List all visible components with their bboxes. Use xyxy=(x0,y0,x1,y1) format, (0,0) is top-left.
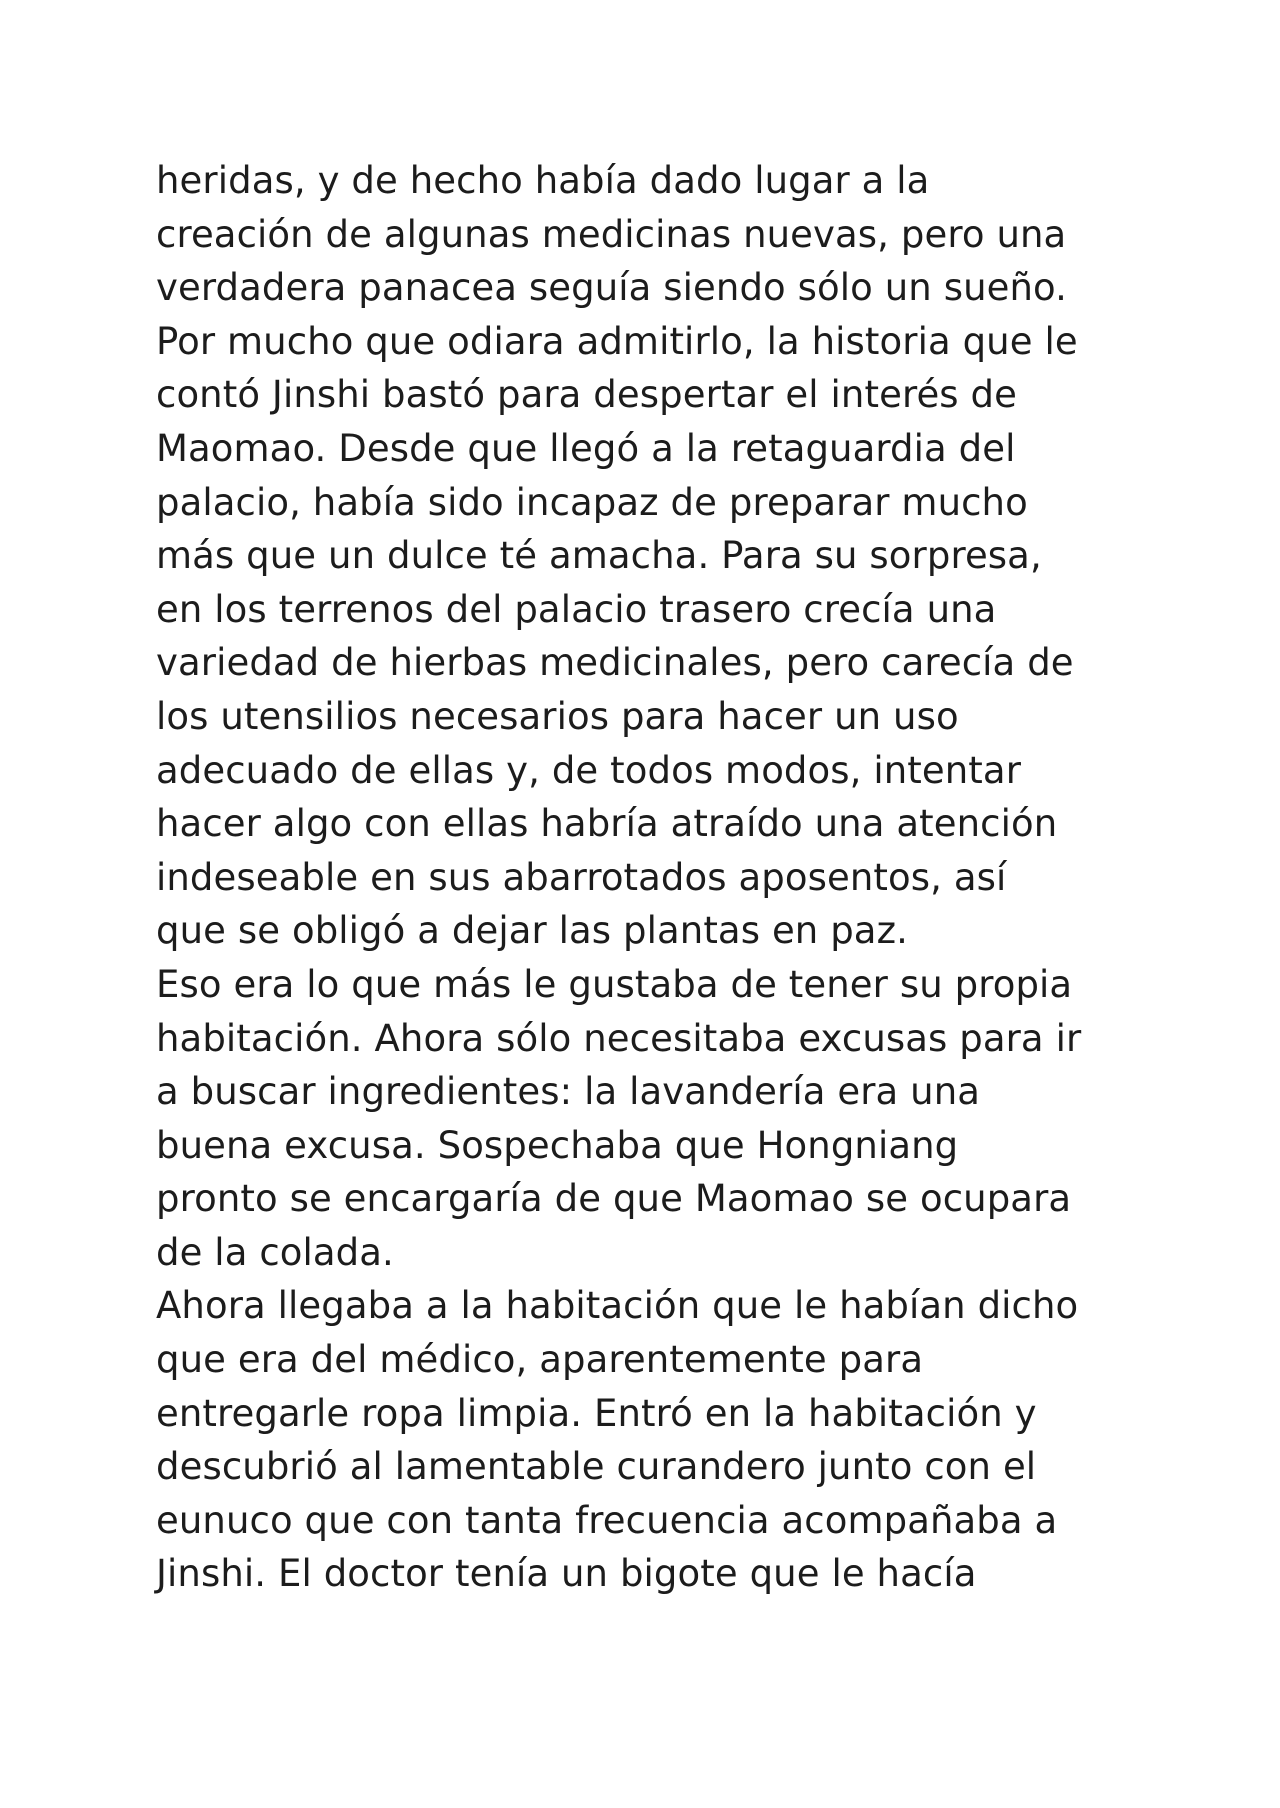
text-line: buena excusa. Sospechaba que Hongniang xyxy=(156,1123,959,1167)
text-line: verdadera panacea seguía siendo sólo un sueño. xyxy=(156,266,1067,310)
text-line: adecuado de ellas y, de todos modos, intentar xyxy=(156,748,1022,792)
text-line: entregarle ropa limpia. Entró en la habitación y xyxy=(156,1391,1037,1435)
text-line: que se obligó a dejar las plantas en paz. xyxy=(156,909,908,953)
text-line: heridas, y de hecho había dado lugar a la xyxy=(156,159,930,202)
text-line: de la colada. xyxy=(156,1230,394,1274)
text-line: palacio, había sido incapaz de preparar mucho xyxy=(156,480,1028,524)
text-line: más que un dulce té amacha. Para su sorpresa, xyxy=(156,534,1042,578)
text-line: los utensilios necesarios para hacer un uso xyxy=(156,694,959,738)
text-line: Maomao. Desde que llegó a la retaguardia del xyxy=(156,426,1016,470)
text-line: a buscar ingredientes: la lavandería era una xyxy=(156,1070,981,1114)
body-text xyxy=(156,154,1156,1601)
text-line: variedad de hierbas medicinales, pero carecía de xyxy=(156,641,1074,685)
text-line: eunuco que con tanta frecuencia acompañaba a xyxy=(156,1498,1058,1542)
text-line: creación de algunas medicinas nuevas, pero una xyxy=(156,212,1067,256)
text-line: hacer algo con ellas habría atraído una atención xyxy=(156,802,1058,846)
text-line: habitación. Ahora sólo necesitaba excusas para ir xyxy=(156,1016,1082,1060)
text-line: Por mucho que odiara admitirlo, la historia que le xyxy=(156,319,1078,363)
text-line: pronto se encargaría de que Maomao se ocupara xyxy=(156,1177,1072,1221)
text-line: Ahora llegaba a la habitación que le habían dicho xyxy=(156,1284,1079,1328)
text-line: Eso era lo que más le gustaba de tener su propia xyxy=(156,962,1073,1006)
text-line: indeseable en sus abarrotados aposentos, así xyxy=(156,855,1007,899)
text-line: en los terrenos del palacio trasero crecía una xyxy=(156,587,997,631)
text-line: contó Jinshi bastó para despertar el interés de xyxy=(156,373,1017,417)
text-line: Jinshi. El doctor tenía un bigote que le hacía xyxy=(156,1552,977,1596)
text-line: descubrió al lamentable curandero junto con el xyxy=(156,1445,1037,1489)
text-line: que era del médico, aparentemente para xyxy=(156,1338,924,1382)
